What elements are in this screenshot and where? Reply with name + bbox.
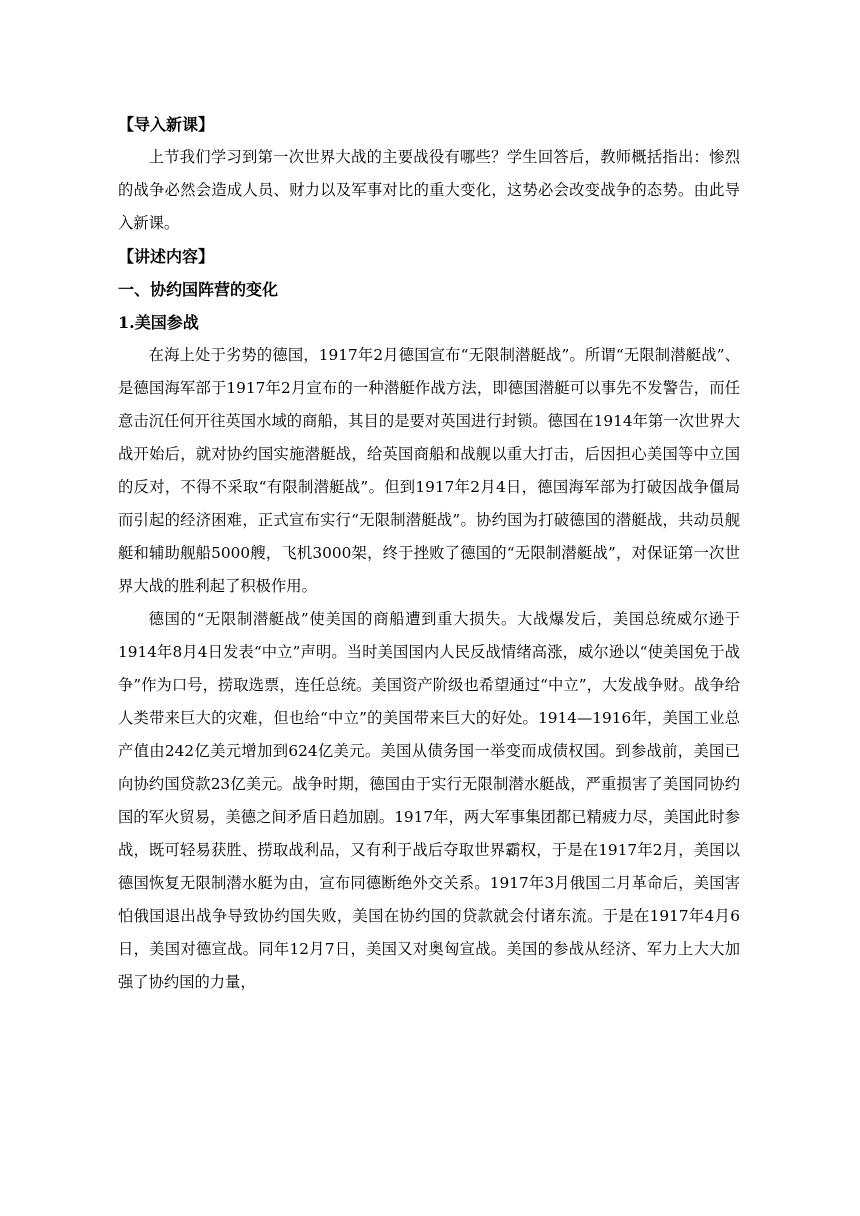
document-body (118, 108, 740, 999)
subsection-title: 1.美国参战 (118, 313, 199, 332)
intro-paragraph: 上节我们学习到第一次世界大战的主要战役有哪些？学生回答后，教师概括指出：惨烈的战争必然会造成人员、财力以及军事对比的重大变化，这势必会改变战争的态势。由此导入新课。 (118, 148, 740, 232)
body-paragraph-2: 德国的“无限制潜艇战”使美国的商船遭到重大损失。大战爆发后，美国总统威尔逊于1914年8月4日发表“中立”声明。当时美国国内人民反战情绪高涨，威尔逊以“使美国免于战争”作为口号，捞取选票，连任总统。美国资产阶级也希望通过“中立”，大发战争财。战争给人类带来巨大的灾难，但也给“中立”的美国带来巨大的好处。1914—1916年，美国工业总产值由242亿美元增加到624亿美元。美国从债务国一举变而成债权国。到参战前，美国已向协约国贷款23亿美元。战争时期，德国由于实行无限制潜水艇战，严重损害了美国同协约国的军火贸易，美德之间矛盾日趋加剧。1917年，两大军事集团都已精疲力尽，美国此时参战，既可轻易获胜、捞取战利品，又有利于战后夺取世界霸权，于是在1917年2月，美国以德国恢复无限制潜水艇为由，宣布同德断绝外交关系。1917年3月俄国二月革命后，美国害怕俄国退出战争导致协约国失败，美国在协约国的贷款就会付诸东流。于是在1917年4月6日，美国对德宣战。同年12月7日，美国又对奥匈宣战。美国的参战从经济、军力上大大加强了协约国的力量， (118, 610, 740, 991)
content-heading: 【讲述内容】 (118, 247, 215, 266)
intro-heading: 【导入新课】 (118, 115, 215, 134)
body-paragraph-1: 在海上处于劣势的德国，1917年2月德国宣布“无限制潜艇战”。所谓“无限制潜艇战”、是德国海军部于1917年2月宣布的一种潜艇作战方法，即德国潜艇可以事先不发警告，而任意击沉任何开往英国水域的商船，其目的是要对英国进行封锁。德国在1914年第一次世界大战开始后，就对协约国实施潜艇战，给英国商船和战舰以重大打击，后因担心美国等中立国的反对，不得不采取“有限制潜艇战”。但到1917年2月4日，德国海军部为打破因战争僵局而引起的经济困难，正式宣布实行“无限制潜艇战”。协约国为打破德国的潜艇战，共动员舰艇和辅助舰船5000艘，飞机3000架，终于挫败了德国的“无限制潜艇战”，对保证第一次世界大战的胜利起了积极作用。 (118, 346, 740, 595)
section-title: 一、协约国阵营的变化 (118, 280, 279, 299)
